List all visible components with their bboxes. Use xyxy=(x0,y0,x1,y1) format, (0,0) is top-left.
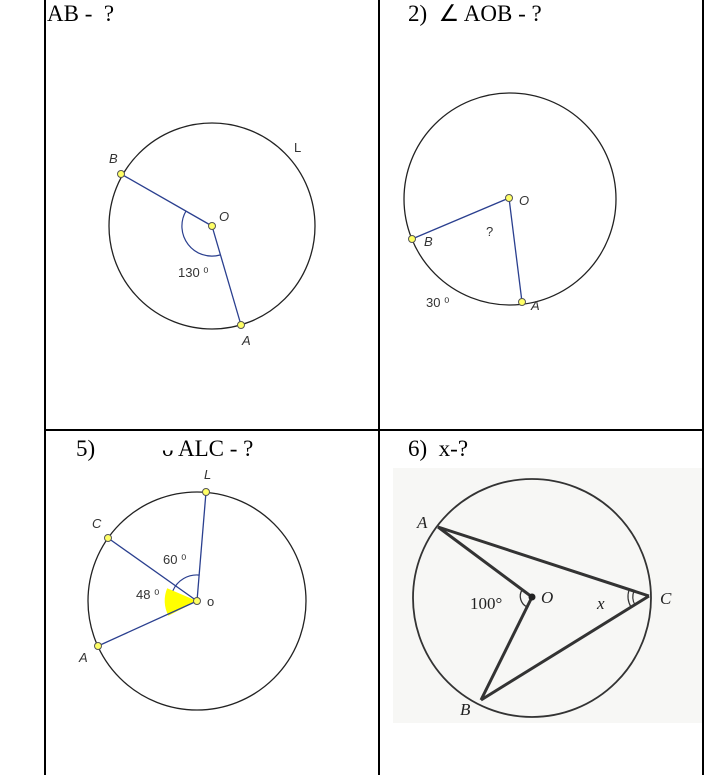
problem-2-radius-ob xyxy=(412,198,509,239)
problem-1-label-o: O xyxy=(219,209,230,224)
problem-2-point-b xyxy=(409,236,416,243)
problem-5-angle-top-value: 60 ⁰ xyxy=(163,552,187,567)
problem-5-highlight-sector xyxy=(165,588,197,615)
problem-5-point-a xyxy=(95,643,102,650)
problem-2-heading: 2) ∠ AOB - ? xyxy=(408,1,542,26)
problem-1-label-b: B xyxy=(109,151,118,166)
problem-5-point-o xyxy=(194,598,201,605)
problem-6-diagram xyxy=(393,468,702,723)
problem-2-label-o: O xyxy=(519,193,530,208)
problem-1-angle-value: 130 ⁰ xyxy=(178,265,209,280)
problem-5-label-l: L xyxy=(204,467,212,482)
problem-2-unknown-angle: ? xyxy=(486,224,494,239)
problem-6-angle-value: 100° xyxy=(470,594,503,613)
problem-6-label-c: C xyxy=(660,589,672,608)
problem-1-radius-ob xyxy=(121,174,212,226)
problem-6-label-b: B xyxy=(460,700,471,719)
problem-2-diagram xyxy=(404,93,616,313)
problem-5-label-a: A xyxy=(79,650,88,665)
problem-1-heading: AB - ? xyxy=(47,1,115,26)
problem-6-label-o: O xyxy=(541,588,554,607)
problem-5-label-o: o xyxy=(207,594,215,609)
problem-5-angle-arc-top xyxy=(173,575,200,591)
problem-1-label-a: A xyxy=(242,333,251,348)
problem-5-point-c xyxy=(105,535,112,542)
problem-2-radius-oa xyxy=(509,198,522,302)
problem-5-label-c: C xyxy=(92,516,102,531)
problem-1-radius-oa xyxy=(212,226,241,325)
problem-2-label-b: B xyxy=(424,234,433,249)
problem-1-point-a xyxy=(238,322,245,329)
problem-5-diagram xyxy=(78,467,306,710)
problem-5-number: 5) xyxy=(76,436,96,461)
problem-5-point-l xyxy=(203,489,210,496)
problem-6-heading: 6) x-? xyxy=(408,436,469,461)
problem-1-diagram xyxy=(109,123,315,348)
problem-2-arc-value: 30 ⁰ xyxy=(426,295,450,310)
problem-6-unknown-x: x xyxy=(597,594,605,613)
problem-5-radius-oa xyxy=(98,601,197,646)
problem-6-label-a: A xyxy=(417,513,428,532)
problem-2-point-a xyxy=(519,299,526,306)
problem-1-label-l: L xyxy=(294,140,302,155)
problem-6-point-o xyxy=(529,594,536,601)
problem-5-radius-ol xyxy=(197,492,206,601)
problem-5-heading: ᴗ ALC - ? xyxy=(162,436,254,461)
problem-5-angle-yellow-value: 48 ⁰ xyxy=(136,587,160,602)
problem-2-label-a: A xyxy=(531,298,540,313)
problem-1-point-b xyxy=(118,171,125,178)
problem-2-point-o xyxy=(506,195,513,202)
problem-1-point-o xyxy=(209,223,216,230)
